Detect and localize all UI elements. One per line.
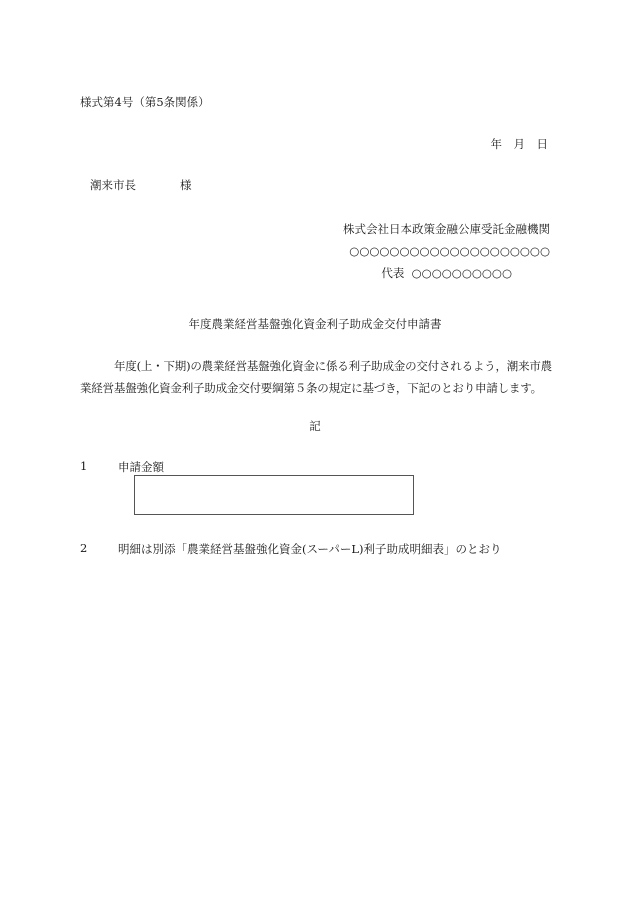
item-2-text: 明細は別添「農業経営基盤強化資金(スーパーL)利子助成明細表」のとおり [118, 542, 502, 556]
applicant-institution: 株式会社日本政策金融公庫受託金融機関 [343, 222, 550, 236]
addressee [90, 177, 192, 193]
item-1-label: 申請金額 [118, 460, 164, 474]
item-1-number: 1 [80, 459, 88, 473]
representative-label: 代表 [381, 266, 405, 280]
applicant-representative [343, 262, 550, 284]
representative-name: ○○○○○○○○○○ [411, 266, 512, 280]
date-line: 年 月 日 [490, 137, 548, 151]
addressee-honorific: 様 [180, 178, 192, 192]
application-amount-field[interactable] [134, 475, 414, 515]
applicant-address: ○○○○○○○○○○○○○○○○○○○○ [349, 244, 550, 258]
item-2-number: 2 [80, 541, 88, 555]
form-number: 様式第4号（第5条関係） [80, 95, 210, 109]
ki-heading: 記 [309, 419, 321, 433]
document-title: 年度農業経営基盤強化資金利子助成金交付申請書 [188, 317, 442, 331]
addressee-name: 潮来市長 [90, 178, 136, 192]
body-paragraph: 年度(上・下期)の農業経営基盤強化資金に係る利子助成金の交付されるよう，潮来市農業経営基盤強化資金利子助成金交付要綱第５条の規定に基づき，下記のとおり申請します。 [80, 359, 552, 395]
applicant-block [343, 218, 550, 284]
